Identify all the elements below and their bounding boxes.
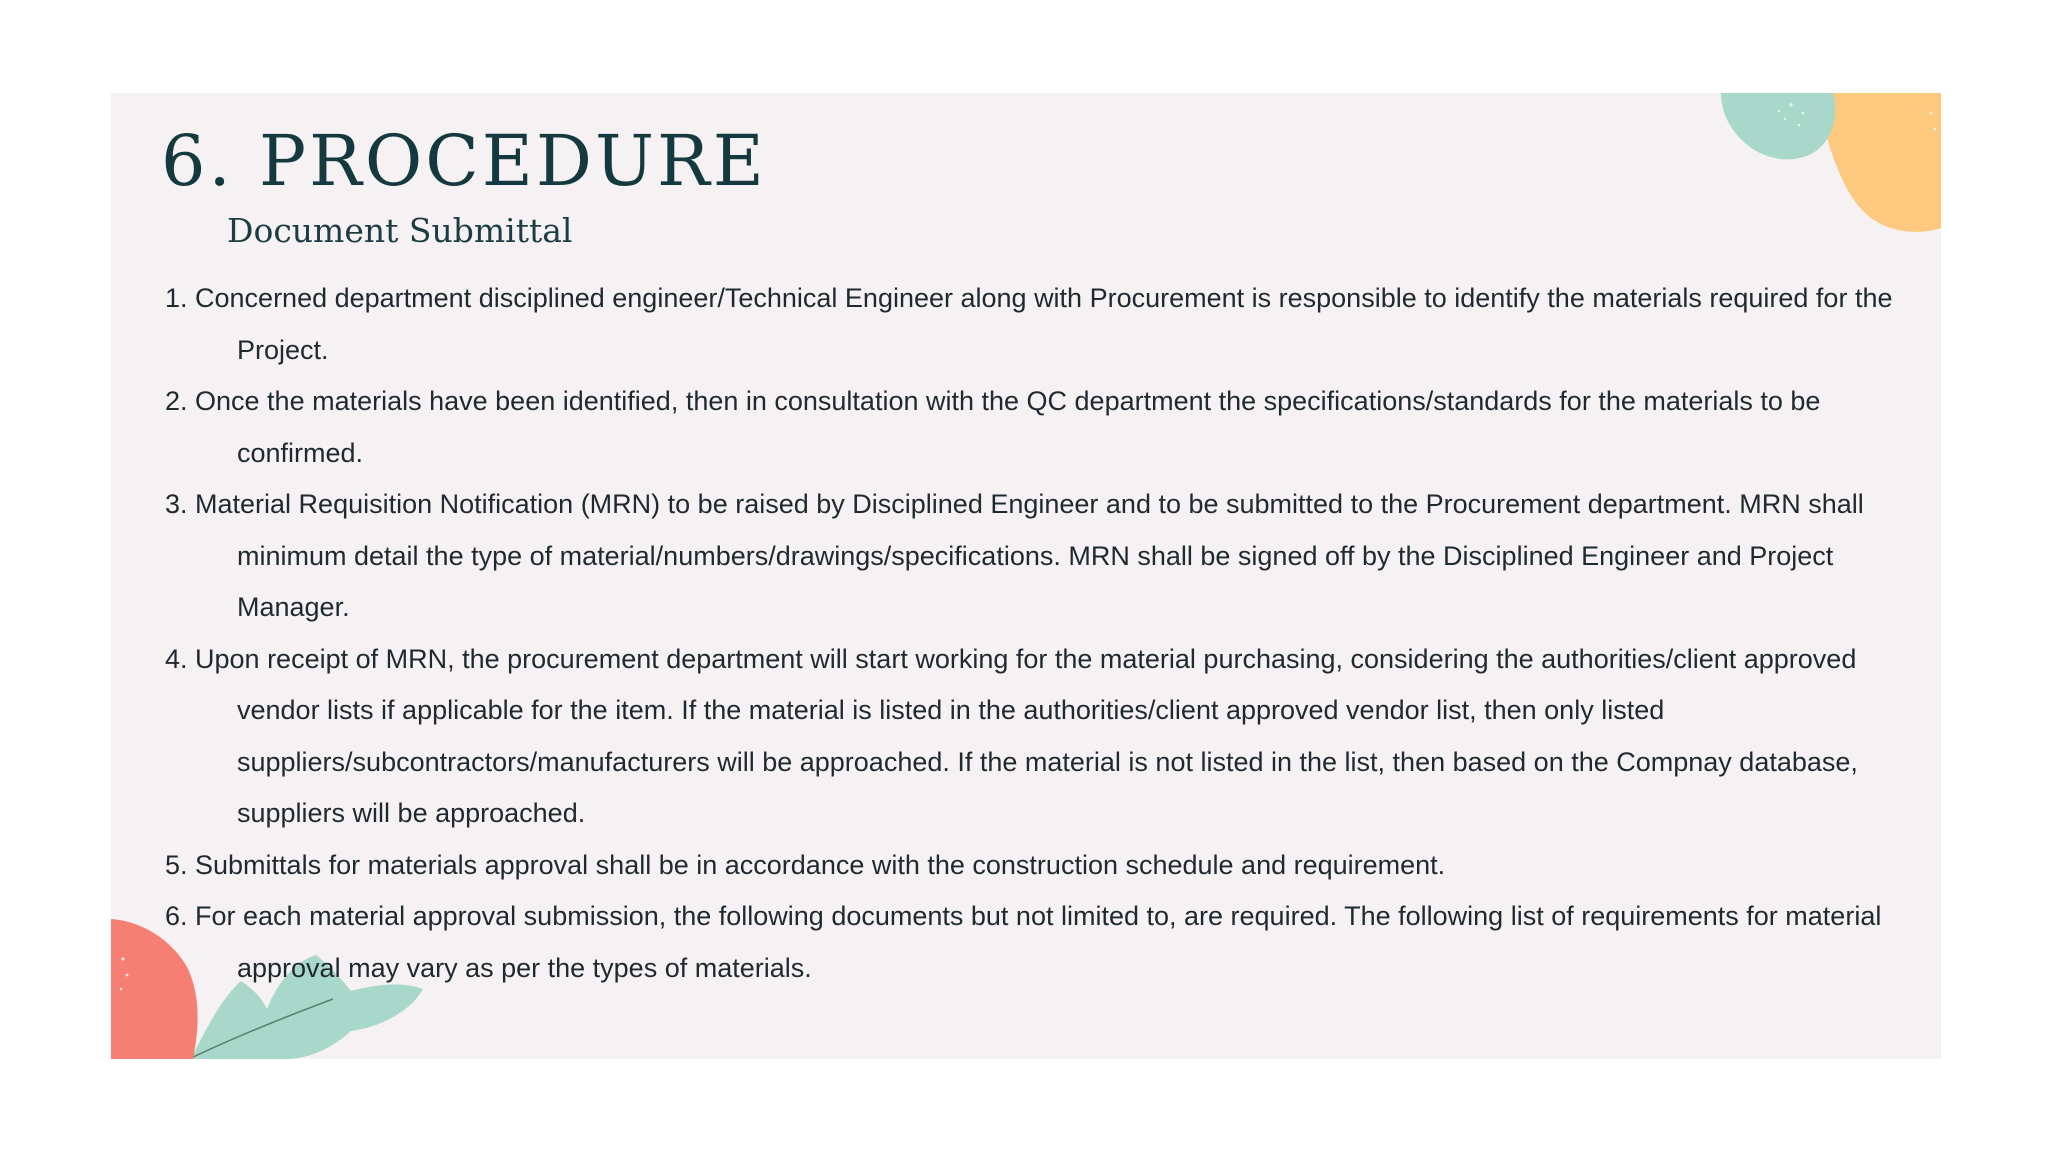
list-item: 4. Upon receipt of MRN, the procurement department will start working for the material purchasing, considering the authorities/client approved vendor lists if applicable for the item. If the material is listed in the authorities/client approved vendor list, then only listed suppliers/subcontractors/manufacturers will be approached. If the material is not listed in the list, then based on the Compnay database, suppliers will be approached. (165, 643, 1858, 828)
list-item: 3. Material Requisition Notification (MRN) to be raised by Disciplined Engineer and to be submitted to the Procurement department. MRN shall minimum detail the type of material/numbers/drawings/specifications. MRN shall be signed off by the Disciplined Engineer and Project Manager. (165, 489, 1864, 622)
list-item: 1. Concerned department disciplined engineer/Technical Engineer along with Procurement is responsible to identify the materials required for the Project. (165, 283, 1893, 365)
slide-title: 6. PROCEDURE (161, 120, 767, 202)
slide-subtitle: Document Submittal (227, 211, 573, 250)
blob-decoration-top-right (1721, 93, 1941, 253)
list-item: 6. For each material approval submission, the following documents but not limited to, are required. The following list of requirements for material approval may vary as per the types of materials. (165, 901, 1882, 983)
slide (111, 93, 1941, 1059)
peach-blob (1824, 93, 1941, 232)
procedure-list (165, 273, 1925, 994)
list-item: 2. Once the materials have been identified, then in consultation with the QC department the specifications/standards for the materials to be confirmed. (165, 386, 1821, 468)
mint-blob (1721, 93, 1835, 159)
list-item: 5. Submittals for materials approval shall be in accordance with the construction schedule and requirement. (165, 849, 1446, 880)
